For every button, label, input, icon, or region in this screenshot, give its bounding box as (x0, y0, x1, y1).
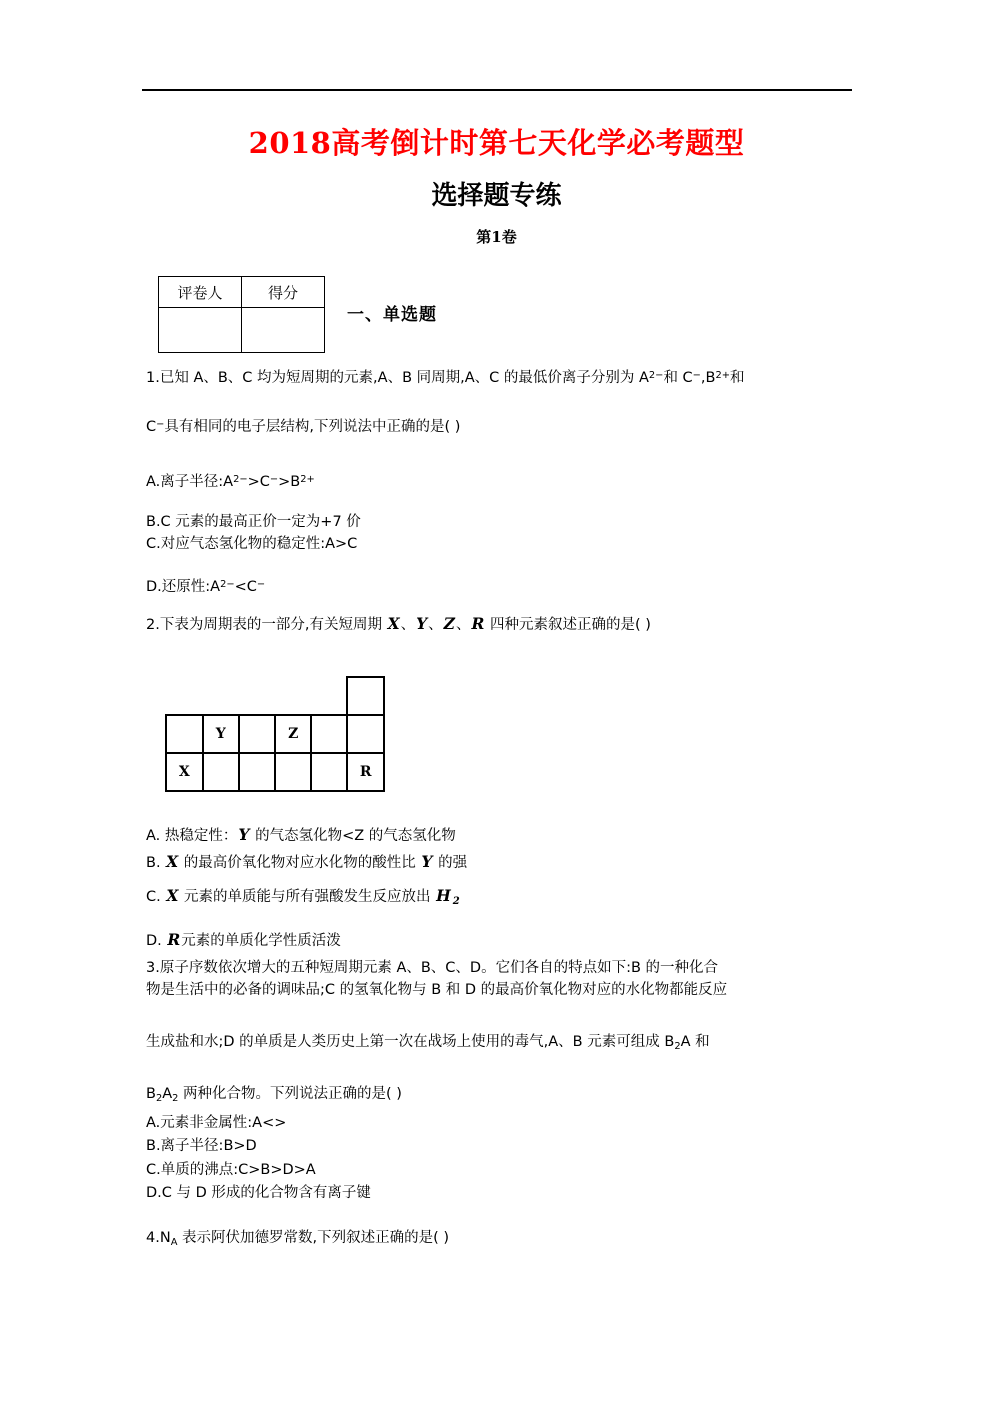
q2-element-r: R (471, 614, 485, 633)
q1-stem-text-b: 和 C (663, 370, 693, 387)
page-subtitle: 选择题专练 (431, 181, 562, 211)
grid-cell-r3c1-x: X (166, 753, 203, 791)
q4-sub-a: A (170, 1236, 178, 1248)
q2-optC-formula-h: H (436, 886, 451, 905)
question-2-options-ab (146, 822, 856, 876)
q1-optA-text-a: A.离子半径:A (146, 474, 234, 491)
q3-sub-3: 2 (172, 1092, 179, 1104)
question-3-option-b: B.离子半径:B>D (146, 1138, 257, 1155)
grid-cell-r3c2 (203, 753, 239, 791)
periodic-grid-row-1 (166, 677, 384, 715)
q2-element-y: Y (416, 614, 428, 633)
q2-optB-text-c: 的强 (433, 854, 468, 871)
question-3-option-d: D.C 与 D 形成的化合物含有离子键 (146, 1185, 371, 1202)
question-2-option-d (146, 930, 856, 952)
page-title: 2018高考倒计时第七天化学必考题型 (248, 126, 745, 160)
q2-optC-element-x: X (166, 886, 179, 905)
q3-stem-text-e: 两种化合物。下列说法正确的是( ) (178, 1085, 402, 1102)
table-row (159, 277, 325, 308)
score-table-header-grader: 评卷人 (159, 277, 242, 308)
q2-element-x: X (387, 614, 400, 633)
question-3-stem-line-4 (146, 1083, 862, 1106)
q2-optC-formula-sub: 2 (452, 895, 460, 907)
grid-cell-r3c6-r: R (347, 753, 384, 791)
question-3-stem-line-3 (146, 1031, 862, 1054)
q1-optA-sup-1: 2− (233, 474, 248, 485)
grid-cell-empty (275, 677, 312, 715)
question-1-stem (146, 369, 862, 437)
question-2-stem (146, 614, 862, 636)
periodic-table-diagram (165, 676, 385, 788)
question-4-stem (146, 1229, 856, 1249)
section-heading-single-choice: 一、单选题 (347, 305, 437, 325)
q2-sep-2: 、 (428, 617, 443, 633)
grid-cell-r2c2-y: Y (203, 715, 239, 753)
question-2-option-c (146, 886, 856, 908)
q2-optC-text-a: C. (146, 889, 166, 905)
question-2-option-b (146, 849, 856, 876)
q3-stem-text-a: 生成盐和水;D 的单质是人类历史上第一次在战场上使用的毒气,A、B 元素可组成 B (146, 1033, 675, 1050)
q1-sup-1: 2− (648, 370, 664, 381)
grid-cell-r2c1 (166, 715, 203, 753)
grid-cell-r1c6 (347, 677, 384, 715)
q1-stem-text-e: C (146, 418, 157, 435)
table-row (159, 308, 325, 353)
q4-stem-text-a: 4.N (146, 1230, 171, 1246)
grid-cell-r2c3 (239, 715, 275, 753)
q2-optD-element-r: R (167, 930, 181, 949)
grid-cell-r3c5 (311, 753, 347, 791)
question-3-option-c: C.单质的沸点:C>B>D>A (146, 1161, 316, 1178)
q2-element-z: Z (443, 614, 455, 633)
q3-sub-2: 2 (155, 1092, 163, 1104)
q2-optB-element-y: Y (421, 851, 433, 871)
q1-optA-text-c: >B (278, 474, 301, 491)
grid-cell-r2c5 (311, 715, 347, 753)
question-3-stem-line-1: 3.原子序数依次增大的五种短周期元素 A、B、C、D。它们各自的特点如下:B 的一种化合 (146, 960, 719, 976)
q2-stem-text-a: 2.下表为周期表的一部分,有关短周期 (146, 617, 387, 633)
q3-sub-1: 2 (674, 1040, 681, 1052)
q1-optD-text-a: D.还原性:A (146, 579, 221, 596)
periodic-grid-row-2 (166, 715, 384, 753)
score-table-value-score[interactable] (242, 308, 325, 353)
grid-cell-empty (311, 677, 347, 715)
q1-optD-text-b: <C (234, 579, 257, 596)
q2-optC-text-b: 元素的单质能与所有强酸发生反应放出 (179, 889, 436, 905)
score-table (158, 276, 325, 353)
q1-optD-sup-1: 2− (220, 579, 235, 590)
question-1-option-b: B.C 元素的最高正价一定为+7 价 (146, 514, 361, 530)
grid-cell-r2c6 (347, 715, 384, 753)
q3-stem-text-d: A (162, 1085, 173, 1102)
question-1-stem-line-1 (146, 369, 862, 389)
q2-optB-element-x: X (166, 851, 179, 871)
q1-stem-text-f: 具有相同的电子层结构,下列说法中正确的是( ) (164, 418, 461, 435)
q1-optA-text-b: >C (247, 474, 270, 491)
question-3-stem-line-2: 物是生活中的必备的调味品;C 的氢氧化物与 B 和 D 的最高价氧化物对应的水化物都能反应 (146, 982, 728, 999)
q1-optD-sup-2: − (256, 579, 266, 590)
score-table-header-score: 得分 (242, 277, 325, 308)
q1-sup-2: − (692, 370, 701, 381)
periodic-grid-table (165, 676, 385, 792)
question-2-option-a (146, 822, 856, 849)
question-1-option-a (146, 473, 856, 493)
question-1-stem-line-2 (146, 418, 862, 438)
grid-cell-r2c4-z: Z (275, 715, 312, 753)
question-1-option-c: C.对应气态氢化物的稳定性:A>C (146, 536, 358, 553)
q2-optA-text-a: A. 热稳定性： (146, 828, 238, 844)
q2-optA-text-b: 的气态氢化物<Z 的气态氢化物 (250, 828, 456, 844)
q1-sup-3: 2+ (715, 370, 730, 381)
grid-cell-empty (239, 677, 275, 715)
q2-optA-element-y: Y (238, 825, 250, 844)
q4-stem-text-b: 表示阿伏加德罗常数,下列叙述正确的是( ) (177, 1230, 450, 1246)
grid-cell-empty (203, 677, 239, 715)
q1-sup-4: − (156, 418, 165, 430)
question-3-options (146, 1112, 856, 1206)
q1-optA-sup-2: − (269, 474, 279, 485)
q3-stem-text-c: B (146, 1085, 156, 1102)
header-rule (142, 89, 852, 91)
grid-cell-r3c3 (239, 753, 275, 791)
paper-part-label: 第1卷 (476, 228, 517, 246)
q2-stem-text-b: 四种元素叙述正确的是( ) (485, 617, 651, 633)
q1-optA-sup-3: 2+ (300, 474, 315, 485)
q1-stem-text-a: 1.已知 A、B、C 均为短周期的元素,A、B 同周期,A、C 的最低价离子分别为 A (146, 370, 649, 387)
q2-optB-text-a: B. (146, 854, 166, 871)
question-1-option-d (146, 578, 856, 598)
q2-optB-text-b: 的最高价氧化物对应水化物的酸性比 (179, 854, 421, 871)
score-table-value-grader[interactable] (159, 308, 242, 353)
q1-stem-text-d: 和 (730, 370, 745, 387)
q2-optD-text-b: 元素的单质化学性质活泼 (181, 933, 341, 949)
q3-stem-text-b: A 和 (680, 1033, 710, 1050)
question-1-options-bc (146, 511, 856, 556)
periodic-grid-row-3 (166, 753, 384, 791)
grid-cell-r3c4 (275, 753, 312, 791)
grid-cell-empty (166, 677, 203, 715)
q2-sep-3: 、 (456, 617, 471, 633)
question-3-stem (146, 957, 862, 1106)
q1-stem-text-c: ,B (700, 370, 716, 387)
q2-optD-text-a: D. (146, 933, 167, 949)
q2-sep-1: 、 (400, 617, 416, 633)
question-3-option-a: A.元素非金属性:A<> (146, 1115, 287, 1131)
